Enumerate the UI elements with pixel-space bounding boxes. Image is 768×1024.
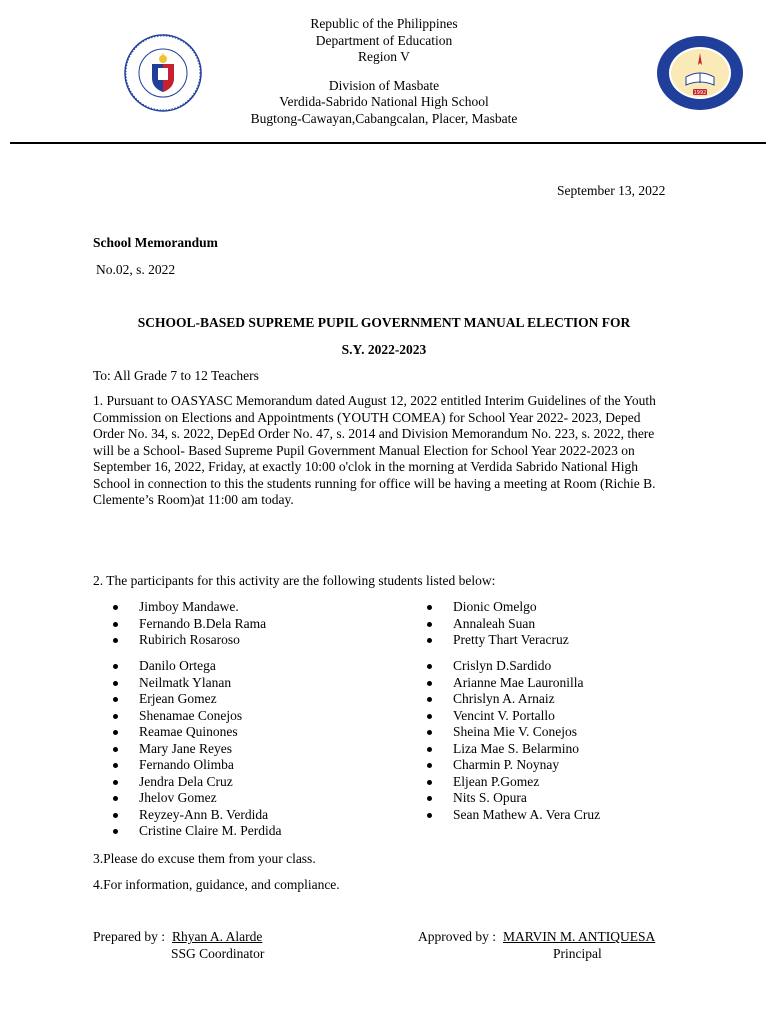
bullet-icon <box>113 829 118 834</box>
bullet-icon <box>427 730 432 735</box>
letterhead-line: Republic of the Philippines <box>310 16 458 31</box>
bullet-icon <box>113 681 118 686</box>
approved-by-title: Principal <box>553 946 602 961</box>
letterhead <box>0 16 768 127</box>
paragraph-3: 3.Please do excuse them from your class. <box>93 851 316 866</box>
prepared-by-label: Prepared by : <box>93 929 165 944</box>
recipients-line: To: All Grade 7 to 12 Teachers <box>93 368 259 383</box>
approved-by-name: MARVIN M. ANTIQUESA <box>503 929 656 944</box>
list-item: Chrislyn A. Arnaiz <box>407 691 600 708</box>
letterhead-line: Verdida-Sabrido National High School <box>279 94 489 109</box>
memo-title: School Memorandum <box>93 235 218 250</box>
letterhead-line: Bugtong-Cawayan,Cabangcalan, Placer, Masbate <box>250 110 518 126</box>
list-item: Crislyn D.Sardido <box>407 658 600 675</box>
bullet-icon <box>427 747 432 752</box>
list-item: Cristine Claire M. Perdida <box>93 823 281 840</box>
list-item: Jhelov Gomez <box>93 790 281 807</box>
list-item: Arianne Mae Lauronilla <box>407 675 600 692</box>
prepared-by-name: Rhyan A. Alarde <box>172 929 263 944</box>
bullet-icon <box>113 780 118 785</box>
bullet-icon <box>427 813 432 818</box>
list-item: Sheina Mie V. Conejos <box>407 724 600 741</box>
bullet-icon <box>113 747 118 752</box>
memo-number: No.02, s. 2022 <box>96 262 176 277</box>
school-seal-year: 1992 <box>693 90 707 96</box>
document-title: SCHOOL-BASED SUPREME PUPIL GOVERNMENT MANUAL ELECTION FOR <box>137 315 631 330</box>
bullet-icon <box>113 605 118 610</box>
list-item: Rubirich Rosaroso <box>93 632 266 649</box>
participants-right-group-1 <box>407 599 569 649</box>
bullet-icon <box>113 730 118 735</box>
bullet-icon <box>427 697 432 702</box>
list-item: Neilmatk Ylanan <box>93 675 281 692</box>
bullet-icon <box>427 605 432 610</box>
list-item: Annaleah Suan <box>407 616 569 633</box>
bullet-icon <box>427 622 432 627</box>
paragraph-4: 4.For information, guidance, and compliance. <box>93 877 340 892</box>
list-item: Mary Jane Reyes <box>93 741 281 758</box>
bullet-icon <box>113 796 118 801</box>
bullet-icon <box>113 714 118 719</box>
paragraph-1: 1. Pursuant to OASYASC Memorandum dated August 12, 2022 entitled Interim Guidelines of the Youth Commission on Elections and Appointments (YOUTH COMEA) for School Year 2022- 2023, Deped Order No. 34, s. 2022, DepEd Order No. 47, s. 2014 and Division Memorandum No. 223, s. 2022, there will be a School- Based Supreme Pupil Government Manual Election for School Year 2022-2023 on September 16, 2022, Friday, at exactly 10:00 o'clok in the morning at Verdida Sabrido National High School in connection to this the students running for office will be having a meeting at Room (Richie B. Clemente’s Room)at 11:00 am today. <box>93 393 656 507</box>
list-item: Reamae Quinones <box>93 724 281 741</box>
document-title-year: S.Y. 2022-2023 <box>341 342 427 357</box>
bullet-icon <box>427 714 432 719</box>
participants-right-group-2 <box>407 658 600 823</box>
list-item: Reyzey-Ann B. Verdida <box>93 807 281 824</box>
prepared-by-title: SSG Coordinator <box>171 946 265 961</box>
participants-left-group-1 <box>93 599 266 649</box>
list-item: Pretty Thart Veracruz <box>407 632 569 649</box>
list-item: Erjean Gomez <box>93 691 281 708</box>
letterhead-line: Division of Masbate <box>328 77 440 93</box>
bullet-icon <box>427 780 432 785</box>
bullet-icon <box>427 763 432 768</box>
bullet-icon <box>113 622 118 627</box>
list-item: Shenamae Conejos <box>93 708 281 725</box>
list-item: Eljean P.Gomez <box>407 774 600 791</box>
list-item: Charmin P. Noynay <box>407 757 600 774</box>
participants-left-group-2 <box>93 658 281 840</box>
paragraph-2: 2. The participants for this activity are the following students listed below: <box>93 573 496 588</box>
bullet-icon <box>427 796 432 801</box>
letterhead-line: Region V <box>358 49 410 64</box>
bullet-icon <box>427 681 432 686</box>
list-item: Jimboy Mandawe. <box>93 599 266 616</box>
memo-date: September 13, 2022 <box>557 183 666 198</box>
list-item: Fernando Olimba <box>93 757 281 774</box>
list-item: Fernando B.Dela Rama <box>93 616 266 633</box>
bullet-icon <box>113 638 118 643</box>
list-item: Nits S. Opura <box>407 790 600 807</box>
bullet-icon <box>113 664 118 669</box>
list-item: Danilo Ortega <box>93 658 281 675</box>
bullet-icon <box>427 638 432 643</box>
list-item: Vencint V. Portallo <box>407 708 600 725</box>
bullet-icon <box>113 697 118 702</box>
header-divider <box>10 142 766 144</box>
list-item: Dionic Omelgo <box>407 599 569 616</box>
bullet-icon <box>113 763 118 768</box>
bullet-icon <box>427 664 432 669</box>
letterhead-line: Department of Education <box>315 32 453 48</box>
approved-by-label: Approved by : <box>418 929 496 944</box>
list-item: Sean Mathew A. Vera Cruz <box>407 807 600 824</box>
list-item: Jendra Dela Cruz <box>93 774 281 791</box>
bullet-icon <box>113 813 118 818</box>
list-item: Liza Mae S. Belarmino <box>407 741 600 758</box>
